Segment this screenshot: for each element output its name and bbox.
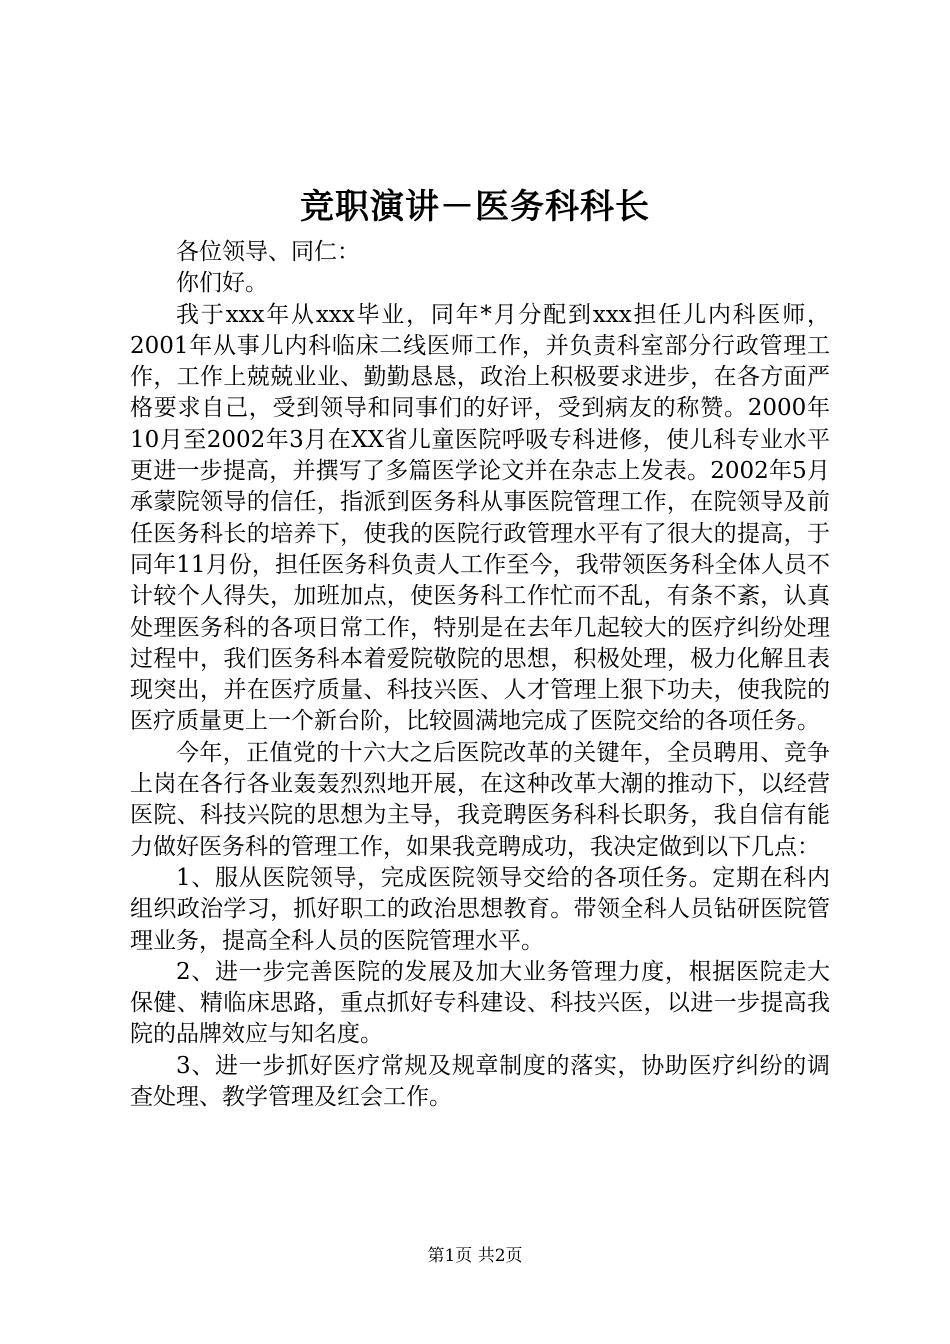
page-title: 竞职演讲－医务科科长 bbox=[300, 187, 650, 227]
paragraph-motivation: 今年，正值党的十六大之后医院改革的关键年，全员聘用、竞争上岗在各行各业轰轰烈烈地开展，在这种改革大潮的推动下，以经营医院、科技兴院的思想为主导，我竞聘医务科科长职务，我自信有能力做好医务科的管理工作，如果我竞聘成功，我决定做到以下几点： bbox=[130, 739, 830, 860]
salutation: 各位领导、同仁： bbox=[176, 239, 360, 265]
plan-item-2: 2、进一步完善医院的发展及加大业务管理力度，根据医院走大保健、精临床思路，重点抓好专科建设、科技兴医，以进一步提高我院的品牌效应与知名度。 bbox=[130, 958, 830, 1048]
plan-item-3: 3、进一步抓好医疗常规及规章制度的落实，协助医疗纠纷的调查处理、教学管理及红会工作。 bbox=[130, 1052, 830, 1111]
page-number: 第1页 共2页 bbox=[427, 1246, 523, 1266]
document-body bbox=[130, 237, 830, 1113]
plan-item-1: 1、服从医院领导，完成医院领导交给的各项任务。定期在科内组织政治学习，抓好职工的政治思想教育。带领全科人员钻研医院管理业务，提高全科人员的医院管理水平。 bbox=[130, 864, 830, 954]
paragraph-background: 我于xxx年从xxx毕业，同年*月分配到xxx担任儿内科医师，2001年从事儿内科临床二线医师工作，并负责科室部分行政管理工作，工作上兢兢业业、勤勤恳恳，政治上积极要求进步，在各方面严格要求自己，受到领导和同事们的好评，受到病友的称赞。2000年10月至2002年3月在XX省儿童医院呼吸专科进修，使儿科专业水平更进一步提高，并撰写了多篇医学论文并在杂志上发表。2002年5月承蒙院领导的信任，指派到医务科从事医院管理工作，在院领导及前任医务科长的培养下，使我的医院行政管理水平有了很大的提高，于同年11月份，担任医务科负责人工作至今，我带领医务科全体人员不计较个人得失，加班加点，使医务科工作忙而不乱，有条不紊，认真处理医务科的各项日常工作，特别是在去年几起较大的医疗纠纷处理过程中，我们医务科本着爱院敬院的思想，积极处理，极力化解且表现突出，并在医疗质量、科技兴医、人才管理上狠下功夫，使我院的医疗质量更上一个新台阶，比较圆满地完成了医院交给的各项任务。 bbox=[130, 301, 830, 735]
greeting: 你们好。 bbox=[176, 270, 268, 297]
